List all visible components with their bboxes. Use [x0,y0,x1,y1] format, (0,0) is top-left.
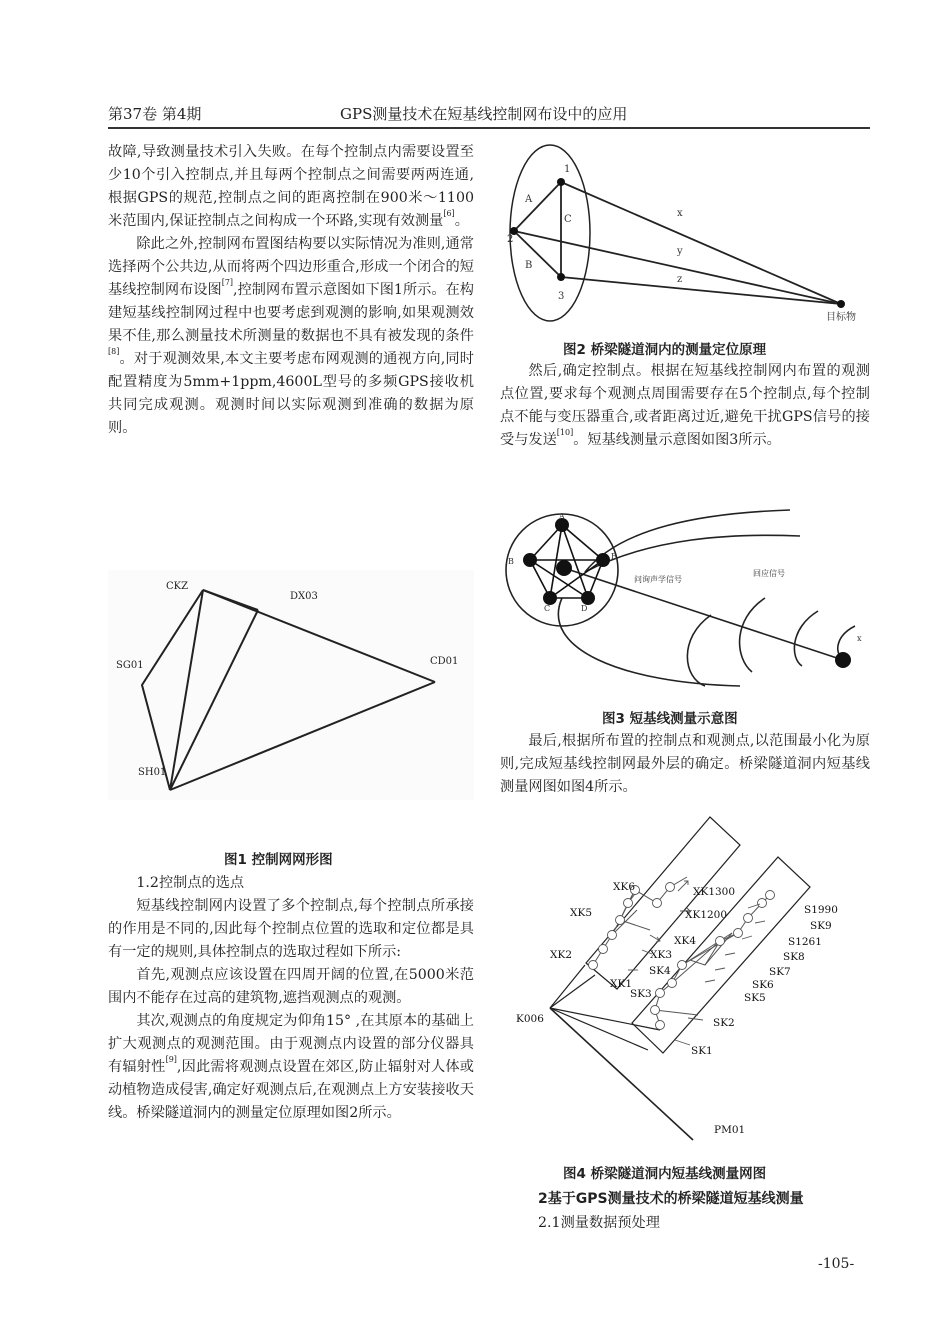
figure-2-positioning-principle [500,138,870,333]
fig4-point [744,914,753,923]
fig2-label-1: 1 [564,164,571,175]
fig2-label-target: 目标物 [826,312,856,323]
fig4-label-xk4: XK4 [674,935,696,947]
fig3-node-c [543,591,557,605]
running-header [108,101,870,125]
fig4-label-pm01: PM01 [714,1124,746,1136]
fig4-label-s1990: S1990 [804,904,838,916]
fig3-label-response: 回应信号 [753,569,785,578]
fig4-point [734,929,743,938]
fig4-label-sk7: SK7 [769,966,791,978]
journal-issue: 第37卷 第4期 [108,105,202,123]
fig2-label-x: x [677,208,683,219]
paragraph: 除此之外,控制网布置图结构要以实际情况为准则,通常选择两个公共边,从而将两个四边形重合,形成一个闭合的短基线控制网布设图[7],控制网布置示意图如下图1所示。在构建短基线控制网过程中也要考虑到观测的影响,如果观测效果不佳,那么测量技术所测量的数据也不具有被发现的条件[8]。对于观测效果,本文主要考虑布网观测的通视方向,同时配置精度为5mm+1ppm,4600L型号的多频GPS接收机共同完成观测。观测时间以实际观测到准确的数据为原则。 [108,236,474,436]
paragraph: 短基线控制网内设置了多个控制点,每个控制点所承接的作用是不同的,因此每个控制点位置的选取和定位都是具有一定的规则,具体控制点的选取过程如下所示: [108,898,474,960]
figure-1-caption: 图1 控制网网形图 [224,852,333,868]
fig3-label-b: B [508,557,514,566]
fig2-target-node [837,300,845,308]
fig3-label-c: C [544,604,551,613]
figure-1-control-network [108,570,474,800]
paragraph: 故障,导致测量技术引入失败。在每个控制点内需要设置至少10个引入控制点,并且每两个控制点之间需要两两连通,根据GPS的规范,控制点之间的距离控制在900米～1100米范围内,保证控制点之间构成一个环路,实现有效测量[6]。 [108,144,474,229]
subsection-heading: 1.2控制点的选点 [136,875,245,891]
fig3-node-b [523,553,537,567]
fig4-label-sk8: SK8 [783,951,805,963]
fig4-label-xk1200: XK1200 [685,909,728,921]
header-rule [108,127,870,129]
fig4-label-s1261: S1261 [788,936,822,948]
fig2-node-3 [557,273,565,281]
fig4-label-k006: K006 [516,1013,544,1025]
fig2-node-1 [557,178,565,186]
fig1-label-cd01: CD01 [430,656,459,667]
fig4-point [758,899,767,908]
paragraph: 其次,观测点的角度规定为仰角15° ,在其原本的基础上扩大观测点的观测范围。由于观测点内设置的部分仪器具有辐射性[9],因此需将观测点设置在郊区,防止辐射对人体或动植物造成侵害,确定好观测点后,在观测点上方安装接收天线。桥梁隧道洞内的测量定位原理如图2所示。 [108,1013,474,1121]
fig4-point [766,891,775,900]
fig1-label-dx03: DX03 [290,591,318,602]
fig4-label-xk1300: XK1300 [693,886,736,898]
fig4-point [656,989,665,998]
fig4-label-sk2: SK2 [713,1017,735,1029]
fig4-label-sk5: SK5 [744,992,766,1004]
fig4-point [653,899,662,908]
fig2-label-b: B [525,260,533,271]
paragraph: 然后,确定控制点。根据在短基线控制网内布置的观测点位置,要求每个观测点周围需要存在5个控制点,每个控制点不能与变压器重合,或者距离过近,避免干扰GPS信号的接受与发送[10]。短基线测量示意图如图3所示。 [500,363,870,448]
fig2-label-c: C [564,214,572,225]
page-number: -105- [818,1256,855,1272]
fig4-label-sk3: SK3 [630,988,652,1000]
fig4-point [668,979,677,988]
fig2-label-z: z [677,274,683,285]
fig4-point [589,961,598,970]
fig4-point [666,883,675,892]
figure-4-caption: 图4 桥梁隧道洞内短基线测量网图 [563,1166,767,1182]
fig4-point [624,899,633,908]
fig3-label-a: A [559,512,565,521]
fig4-label-xk5: XK5 [570,907,592,919]
fig4-point [616,916,625,925]
fig4-label-xk2: XK2 [550,949,572,961]
left-text-bottom [108,872,474,1125]
fig2-label-2: 2 [507,234,514,245]
right-text-bottom [538,1187,878,1235]
fig3-node-e [596,553,610,567]
fig4-label-xk6: XK6 [613,881,635,893]
fig4-point [656,1021,665,1030]
paragraph: 首先,观测点应该设置在四周开阔的位置,在5000米范围内不能存在过高的建筑物,遮挡观测点的观测。 [108,967,474,1006]
fig4-point [678,961,687,970]
fig4-point [608,931,617,940]
fig1-label-ckz: CKZ [166,581,189,592]
fig4-label-xk3: XK3 [650,949,672,961]
fig4-tunnel-outline [586,817,740,989]
fig2-label-y: y [677,246,683,257]
paragraph: 最后,根据所布置的控制点和观测点,以范围最小化为原则,完成短基线控制网最外层的确定。桥梁隧道洞内短基线测量网图如图4所示。 [500,733,870,795]
section-heading: 2基于GPS测量技术的桥梁隧道短基线测量 [538,1191,804,1207]
fig4-label-sk9: SK9 [810,920,832,932]
fig4-point [716,937,725,946]
fig4-label-xk1: XK1 [610,978,632,990]
fig3-node-d [581,591,595,605]
fig4-label-sk1: SK1 [691,1045,713,1057]
fig1-label-sh01: SH01 [138,767,167,778]
left-text-top [108,141,474,440]
right-text-top [500,360,870,452]
figure-3-caption: 图3 短基线测量示意图 [602,711,738,727]
figure-2-caption: 图2 桥梁隧道洞内的测量定位原理 [563,342,767,358]
running-title: GPS测量技术在短基线控制网布设中的应用 [340,105,628,123]
fig3-target-node [835,652,851,668]
fig4-label-sk4: SK4 [649,965,671,977]
subsection-heading: 2.1测量数据预处理 [538,1215,660,1231]
figure-4-tunnel-network [510,815,870,1145]
fig4-point [599,945,608,954]
fig2-label-3: 3 [558,291,565,302]
figure-3-short-baseline [500,508,870,693]
fig4-point [651,1006,660,1015]
fig3-label-d: D [581,604,588,613]
fig2-label-a: A [525,194,533,205]
fig4-label-sk6: SK6 [752,979,774,991]
fig1-label-sg01: SG01 [116,660,144,671]
fig3-node-center [556,560,572,576]
right-text-middle [500,730,870,799]
fig3-label-inquiry: 问询声学信号 [634,575,682,584]
fig3-label-x: x [857,634,862,643]
fig3-label-e: E [611,552,617,561]
